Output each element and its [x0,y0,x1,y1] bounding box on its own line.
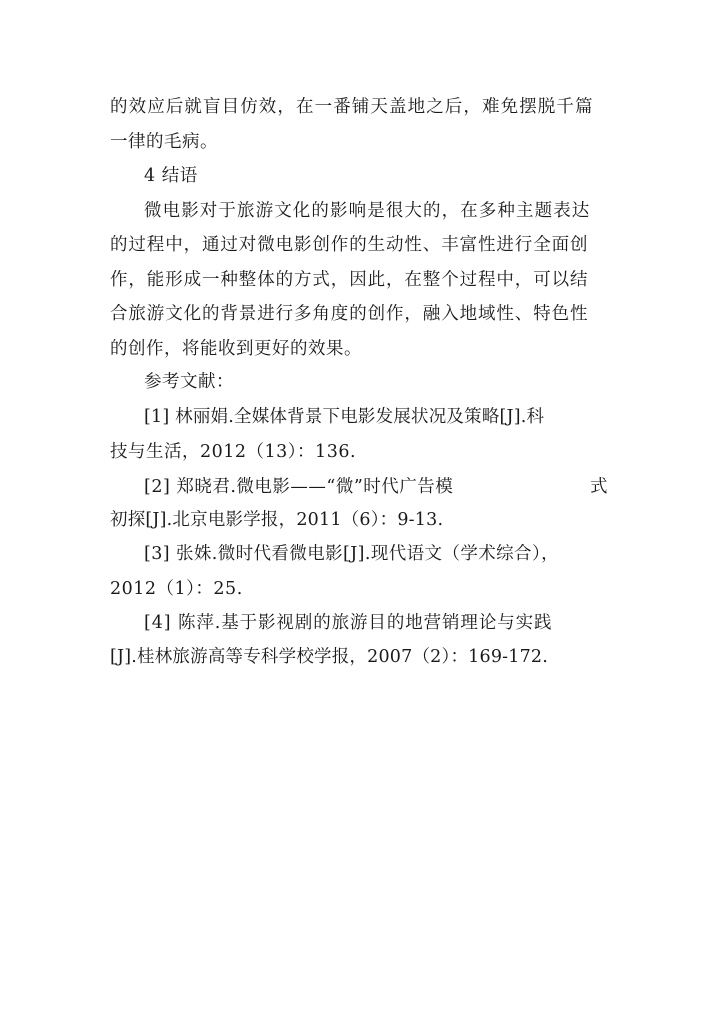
reference-item-2-cont: 初探[J].北京电影学报，2011（6）：9-13. [110,510,444,530]
reference-item-2-text: [2] 郑晓君.微电影——“微”时代广告模 [144,477,454,497]
paragraph-line: 微电影对于旅游文化的影响是很大的，在多种主题表达 [144,201,591,221]
reference-item-3: [3] 张姝.微时代看微电影[J].现代语文（学术综合）， [144,544,559,564]
paragraph-line: 一律的毛病。 [110,132,218,152]
reference-item-3-cont: 2012（1）：25. [110,579,243,599]
references-heading: 参考文献： [144,372,234,392]
reference-item-1: [1] 林丽娟.全媒体背景下电影发展状况及策略[J].科 [144,407,545,427]
reference-item-1-cont: 技与生活，2012（13）：136. [110,442,357,462]
paragraph-line: 的过程中，通过对微电影创作的生动性、丰富性进行全面创 [110,235,589,255]
paragraph-line: 的效应后就盲目仿效，在一番铺天盖地之后，难免摆脱千篇 [110,97,594,117]
reference-item-4: [4] 陈萍.基于影视剧的旅游目的地营销理论与实践 [144,613,553,633]
paragraph-line: 的创作，将能收到更好的效果。 [110,339,362,359]
reference-item-4-cont: [J].桂林旅游高等专科学校学报，2007（2）：169-172. [110,647,549,667]
paragraph-line: 作，能形成一种整体的方式，因此，在整个过程中，可以结 [110,270,589,290]
paragraph-line: 合旅游文化的背景进行多角度的创作，融入地域性、特色性 [110,304,589,324]
reference-item-2-tail: 式 [590,477,608,497]
reference-item-2 [144,475,610,499]
section-heading: 4 结语 [144,166,198,186]
